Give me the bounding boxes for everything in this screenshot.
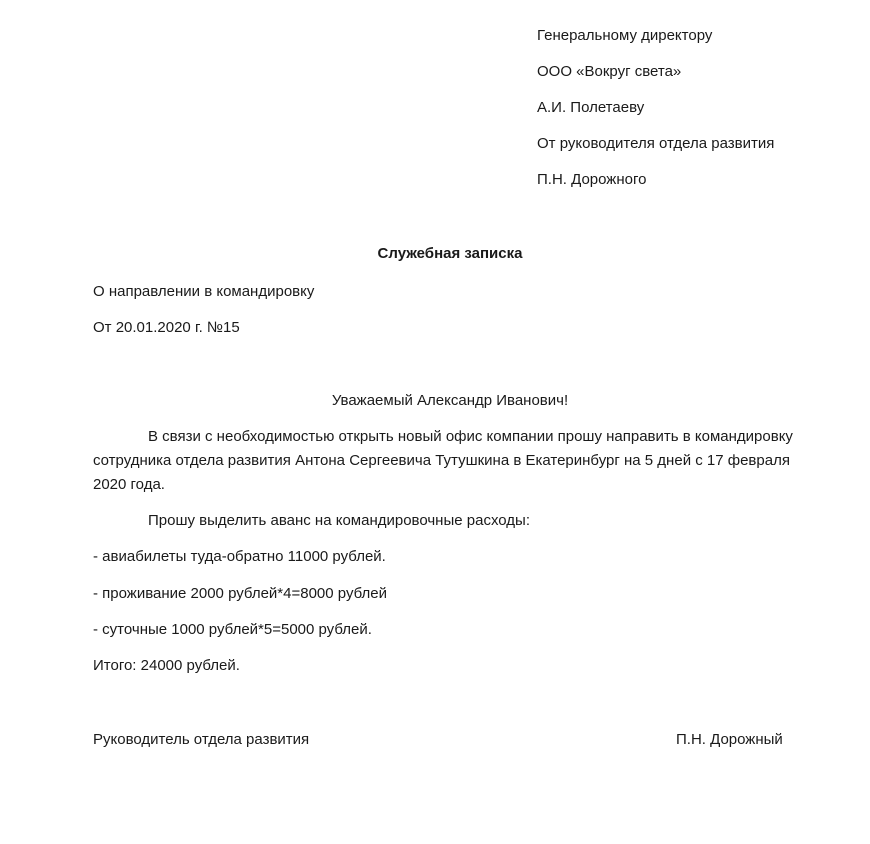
addressee-company: ООО «Вокруг света» [537, 63, 682, 80]
document-subject: О направлении в командировку [93, 283, 315, 300]
body-paragraph-advance: Прошу выделить аванс на командировочные расходы: [148, 512, 530, 529]
expense-item-accommodation: - проживание 2000 рублей*4=8000 рублей [93, 585, 388, 602]
sender-position: От руководителя отдела развития [537, 135, 775, 152]
body-paragraph-request: В связи с необходимостью открыть новый офис компании прошу направить в командировку сотрудника отдела развития Антона Сергеевича Тутушкина в Екатеринбург на 5 дней с 17 февраля 2020 года. [93, 428, 793, 493]
sender-name: П.Н. Дорожного [537, 171, 647, 188]
addressee-name: А.И. Полетаеву [537, 99, 645, 116]
signature-name: П.Н. Дорожный [676, 731, 783, 748]
expense-item-per-diem: - суточные 1000 рублей*5=5000 рублей. [93, 621, 372, 638]
document-date-number: От 20.01.2020 г. №15 [93, 319, 240, 336]
document-title: Служебная записка [377, 245, 523, 262]
expense-total: Итого: 24000 рублей. [93, 657, 240, 674]
greeting: Уважаемый Александр Иванович! [331, 392, 569, 409]
expense-item-flights: - авиабилеты туда-обратно 11000 рублей. [93, 548, 386, 565]
signature-position: Руководитель отдела развития [93, 731, 310, 748]
addressee-title: Генеральному директору [537, 27, 713, 44]
